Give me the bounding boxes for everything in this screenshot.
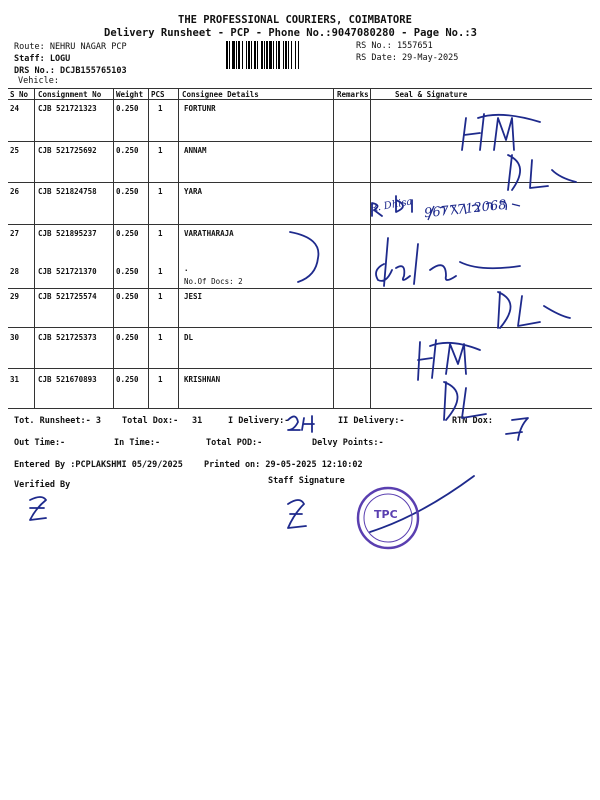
row-sno: 29 xyxy=(10,292,20,301)
row-pcs: 1 xyxy=(158,333,163,342)
staff-signature-label: Staff Signature xyxy=(268,476,345,486)
row-consignee: JESI xyxy=(184,292,203,301)
row-consignment: CJB 521824758 xyxy=(38,187,97,196)
row-sno: 30 xyxy=(10,333,20,342)
in-time: In Time:- xyxy=(114,438,161,448)
row-pcs: 1 xyxy=(158,267,163,276)
row-weight: 0.250 xyxy=(116,267,139,276)
entered-by: Entered By :PCPLAKSHMI 05/29/2025 xyxy=(14,460,183,470)
handwritten-name: R. Dhisa xyxy=(369,196,414,215)
row-sno: 24 xyxy=(10,104,20,113)
signature-mark xyxy=(444,382,486,420)
printed-on: Printed on: 29-05-2025 12:10:02 xyxy=(204,460,363,470)
row-consignment: CJB 521895237 xyxy=(38,229,97,238)
vehicle-label: Vehicle: xyxy=(18,76,59,86)
row-weight: 0.250 xyxy=(116,333,139,342)
row-consignment: CJB 521725692 xyxy=(38,146,97,155)
signature-mark xyxy=(290,232,318,282)
row-consignee: ANNAM xyxy=(184,146,207,155)
row-doc-note: No.Of Docs: 2 xyxy=(184,277,243,286)
row-sno: 26 xyxy=(10,187,20,196)
row-pcs: 1 xyxy=(158,375,163,384)
col-sno: S No xyxy=(10,90,29,99)
signature-mark xyxy=(418,340,480,380)
row-consignee: VARATHARAJA xyxy=(184,229,234,238)
row-pcs: 1 xyxy=(158,187,163,196)
row-weight: 0.250 xyxy=(116,187,139,196)
row-weight: 0.250 xyxy=(116,146,139,155)
row-sno: 31 xyxy=(10,375,20,384)
rs-date: RS Date: 29-May-2025 xyxy=(356,53,459,63)
row-pcs: 1 xyxy=(158,146,163,155)
row-consignee: DL xyxy=(184,333,194,342)
route-label: Route: NEHRU NAGAR PCP xyxy=(14,42,127,52)
delvy-points: Delvy Points:- xyxy=(312,438,384,448)
out-time: Out Time:- xyxy=(14,438,66,448)
total-pod: Total POD:- xyxy=(206,438,263,448)
total-dox-value: 31 xyxy=(192,416,203,426)
tot-runsheet: Tot. Runsheet:- 3 xyxy=(14,416,101,426)
row-consignment: CJB 521721370 xyxy=(38,267,97,276)
row-weight: 0.250 xyxy=(116,104,139,113)
col-weight: Weight xyxy=(116,90,144,99)
col-pcs: PCS xyxy=(151,90,165,99)
row-consignment: CJB 521670893 xyxy=(38,375,97,384)
signature-mark xyxy=(376,238,520,286)
row-sno: 25 xyxy=(10,146,20,155)
rtn-dox: RTN Dox: xyxy=(452,416,493,426)
runsheet-title: Delivery Runsheet - PCP - Phone No.:9047080280 - Page No.:3 xyxy=(104,27,477,39)
col-consignee: Consignee Details xyxy=(182,90,259,99)
verified-by: Verified By xyxy=(14,480,71,490)
signature-mark xyxy=(498,292,570,328)
row-consignment: CJB 521725574 xyxy=(38,292,97,301)
row-consignee: YARA xyxy=(184,187,203,196)
col-seal: Seal & Signature xyxy=(395,90,468,99)
row-pcs: 1 xyxy=(158,292,163,301)
rs-no: RS No.: 1557651 xyxy=(356,41,433,51)
signature-mark xyxy=(288,500,306,528)
ii-delivery: II Delivery:- xyxy=(338,416,405,426)
signature-mark xyxy=(508,155,576,190)
col-remarks: Remarks xyxy=(337,90,369,99)
row-weight: 0.250 xyxy=(116,229,139,238)
signature-mark xyxy=(30,497,46,520)
signature-mark xyxy=(370,476,474,532)
stamp-text: TPC xyxy=(374,508,398,521)
row-consignee: KRISHNAN xyxy=(184,375,221,384)
row-consignment: CJB 521725373 xyxy=(38,333,97,342)
row-pcs: 1 xyxy=(158,229,163,238)
col-consignment: Consignment No xyxy=(38,90,102,99)
signature-mark xyxy=(462,114,540,150)
total-dox: Total Dox:- xyxy=(122,416,179,426)
drs-label: DRS No.: DCJB155765103 xyxy=(14,66,127,76)
company-title: THE PROFESSIONAL COURIERS, COIMBATORE xyxy=(178,14,412,26)
i-delivery: I Delivery:- xyxy=(228,416,290,426)
staff-label: Staff: LOGU xyxy=(14,54,71,64)
row-consignee: . xyxy=(184,264,189,273)
row-consignee: FORTUNR xyxy=(184,104,216,113)
row-consignment: CJB 521721323 xyxy=(38,104,97,113)
row-sno: 28 xyxy=(10,267,20,276)
row-weight: 0.250 xyxy=(116,375,139,384)
row-sno: 27 xyxy=(10,229,20,238)
row-pcs: 1 xyxy=(158,104,163,113)
row-weight: 0.250 xyxy=(116,292,139,301)
handwritten-phone: 9677712068 xyxy=(423,197,508,222)
